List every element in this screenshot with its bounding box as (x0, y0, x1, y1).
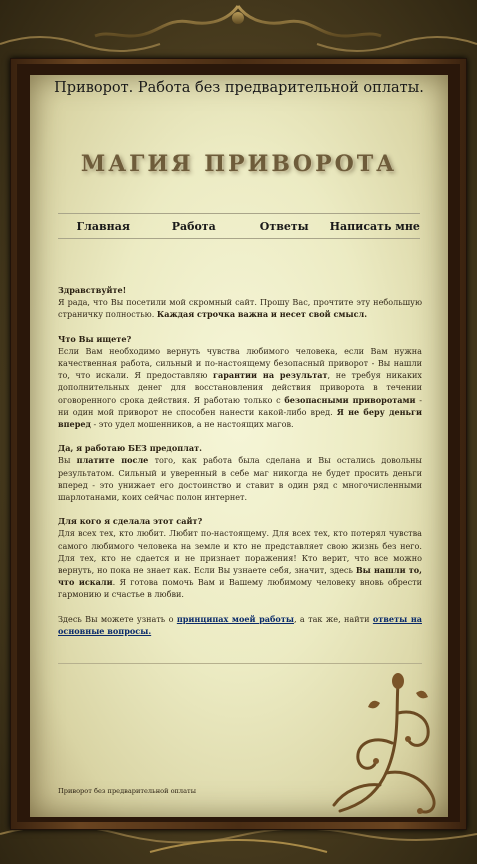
no-prepayment-title: Да, я работаю БЕЗ предоплат. (58, 443, 202, 454)
bottom-divider (58, 663, 422, 664)
no-prepayment-paragraph (58, 442, 422, 503)
found-bold: Вы нашли то, что искали (58, 565, 422, 588)
greeting-title: Здравствуйте! (58, 285, 127, 295)
what-seek-title: Что Вы ищете? (58, 333, 132, 344)
what-seek-text-a: Если Вам необходимо вернуть чувства любимого человека, если Вам нужна качественная работа, сильный и по-настоящему безопасный приворот - Вы нашли то, что искали. Я предоставляю (58, 345, 422, 381)
guarantee-bold: гарантии на результат (213, 370, 328, 381)
floral-corner-ornament (320, 673, 448, 817)
what-seek-paragraph (58, 333, 422, 431)
main-content (58, 284, 422, 649)
for-whom-text-b: . Я готова помочь Вам и Вашему любимому человеку вновь обрести гармонию и счастье в любви. (58, 577, 422, 600)
site-title: Приворот. Работа без предварительной оплаты. (54, 80, 424, 96)
greeting-text: Я рада, что Вы посетили мой скромный сайт. Прошу Вас, прочтите эту небольшую страничку полностью. (58, 297, 422, 320)
pay-after-bold: платите после (76, 455, 149, 466)
what-seek-text-b: , не требуя никаких дополнительных денег для восстановления действия приворота в течении оговоренного срока действия. Я работаю только с (58, 370, 422, 405)
links-text-a: Здесь Вы можете узнать о (58, 613, 174, 624)
what-seek-text-c: - ни один мой приворот не способен нанести какой-либо вред. (58, 394, 422, 417)
for-whom-title: Для кого я сделала этот сайт? (58, 516, 203, 527)
top-ornament (0, 0, 477, 60)
safe-spells-bold: безопасными приворотами (284, 394, 416, 405)
logo: МАГИЯ ПРИВОРОТА (80, 151, 398, 177)
what-seek-text-d: - это удел мошенников, а не настоящих магов. (93, 419, 294, 430)
link-answers[interactable]: ответы на основные вопросы. (58, 613, 422, 636)
nav-work[interactable]: Работа (171, 219, 216, 233)
links-paragraph (58, 613, 422, 637)
footer-text: Приворот без предварительной оплаты (58, 787, 196, 795)
links-text-b: , а так же, найти (293, 613, 370, 624)
no-prepay-bold: Я не беру деньги вперед (58, 406, 423, 430)
greeting-bold: Каждая строчка важна и несет свой смысл. (156, 309, 368, 320)
no-prepayment-text-b: того, как работа была сделана и Вы остались довольны результатом. Сильный и уверенный в себе маг никогда не будет просить деньги вперед - это унижает его достоинство и ставит в один ряд с многочисленными шарлотанами, коих сейчас полон интернет. (58, 455, 423, 503)
greeting-paragraph (58, 284, 422, 321)
no-prepayment-text-a: Вы (58, 455, 71, 466)
nav-answers[interactable]: Ответы (259, 219, 309, 233)
nav-write-me[interactable]: Написать мне (329, 219, 420, 233)
main-nav (58, 213, 420, 239)
link-principles[interactable]: принципах моей работы (176, 613, 294, 624)
parchment-page (30, 75, 448, 817)
for-whom-text-a: Для всех тех, кто любит. Любит по-настоящему. Для всех тех, кто потерял чувства самого любимого человека на земле и кто не представляет свою жизнь без него. Для тех, кто не сдается и не признает поражения! Кто верит, что все можно вернуть, но пока не знает как. Если Вы узнаете себя, значит, здесь (58, 528, 422, 576)
nav-home[interactable]: Главная (76, 219, 130, 233)
for-whom-paragraph (58, 515, 422, 600)
